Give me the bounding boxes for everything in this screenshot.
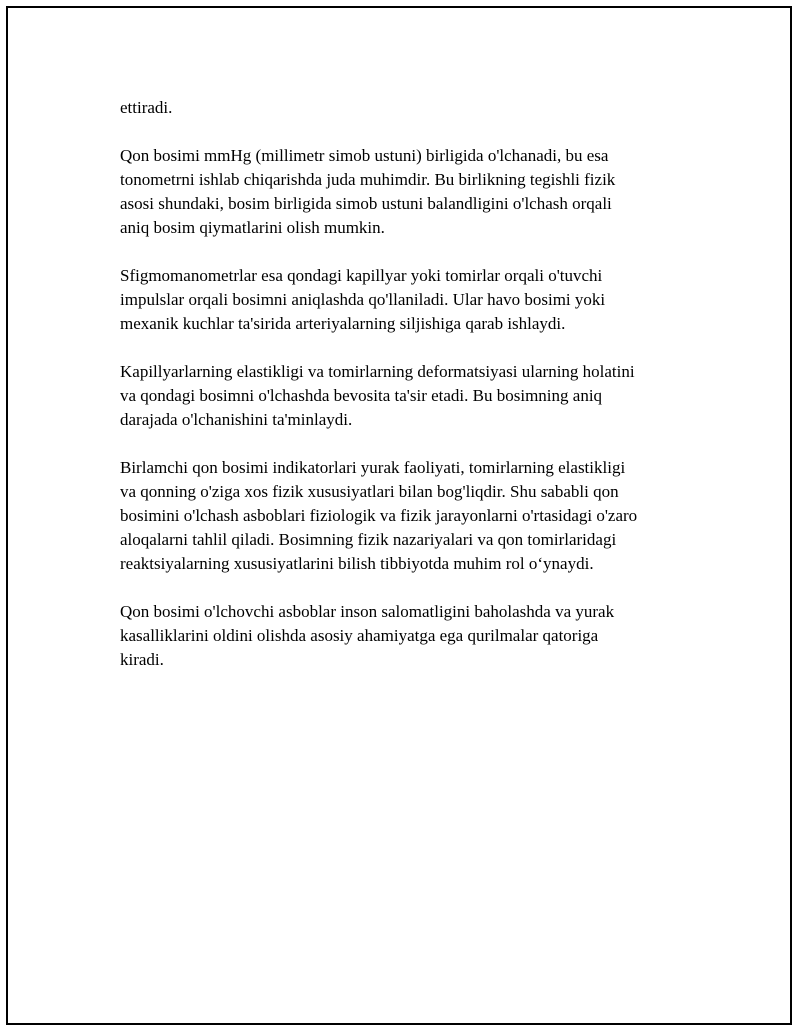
paragraph: Qon bosimi o'lchovchi asboblar inson salomatligini baholashda va yurak kasalliklarini oldini olishda asosiy ahamiyatga ega qurilmalar qatoriga kiradi.	[120, 602, 615, 669]
paragraph: Sfigmomanometrlar esa qondagi kapillyar yoki tomirlar orqali o'tuvchi impulslar orqali bosimni aniqlashda qo'llaniladi. Ular havo bosimi yoki mexanik kuchlar ta'sirida arteriyalarning siljishiga qarab ishlaydi.	[120, 266, 606, 333]
document-body	[120, 96, 700, 696]
paragraph: Kapillyarlarning elastikligi va tomirlarning deformatsiyasi ularning holatini va qondagi bosimni o'lchashda bevosita ta'sir etadi. Bu bosimning aniq darajada o'lchanishini ta'minlaydi.	[120, 362, 635, 429]
paragraph: ettiradi.	[120, 98, 173, 117]
paragraph: Qon bosimi mmHg (millimetr simob ustuni) birligida o'lchanadi, bu esa tonometrni ishlab chiqarishda juda muhimdir. Bu birlikning tegishli fizik asosi shundaki, bosim birligida simob ustuni balandligini o'lchash orqali aniq bosim qiymatlarini olish mumkin.	[120, 146, 616, 237]
paragraph: Birlamchi qon bosimi indikatorlari yurak faoliyati, tomirlarning elastikligi va qonning o'ziga xos fizik xususiyatlari bilan bog'liqdir. Shu sababli qon bosimini o'lchash asboblari fiziologik va fizik jarayonlarni o'rtasidagi o'zaro aloqalarni tahlil qiladi. Bosimning fizik nazariyalari va qon tomirlaridagi reaktsiyalarning xususiyatlarini bilish tibbiyotda muhim rol o‘ynaydi.	[120, 458, 638, 573]
document-page	[6, 6, 792, 1025]
